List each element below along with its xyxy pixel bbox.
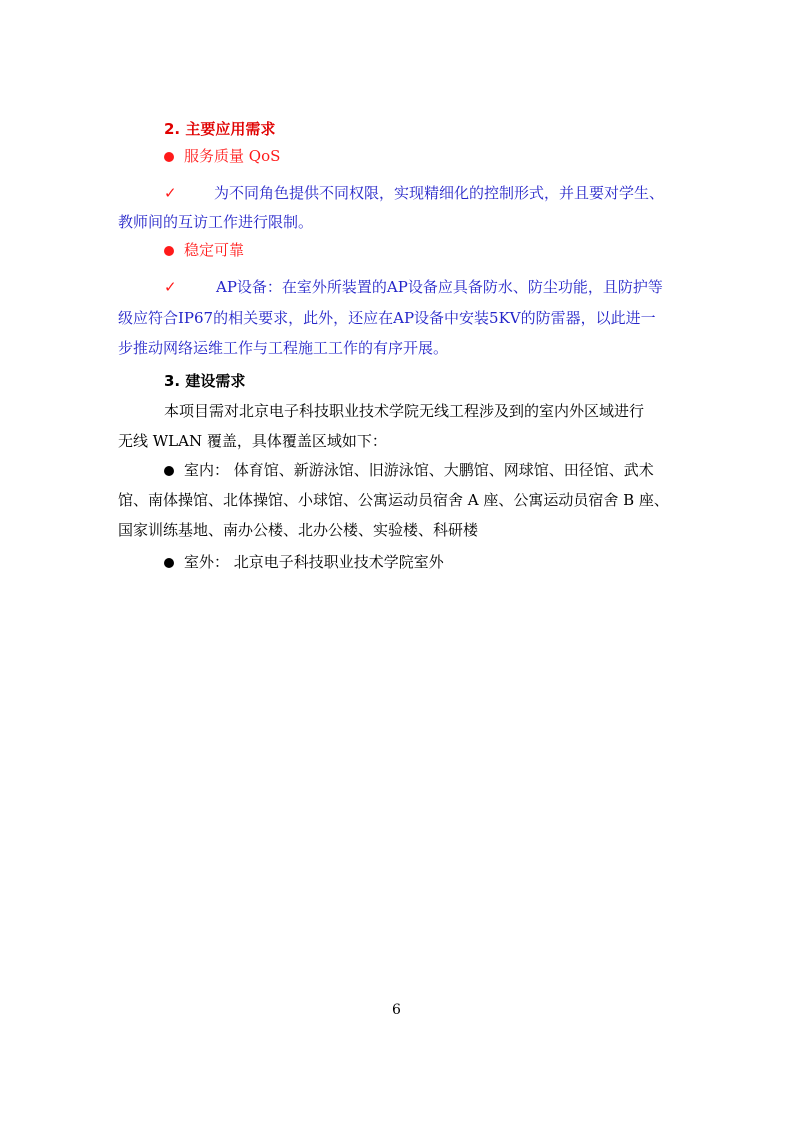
- bullet-label-qos: 服务质量 QoS: [184, 147, 281, 165]
- bullet-item-outdoor: [164, 552, 739, 572]
- bullet-dot-icon: [164, 558, 174, 568]
- bullet-dot-icon: [164, 466, 174, 476]
- bullet-label-stability: 稳定可靠: [184, 241, 245, 259]
- bullet-item-indoor: [164, 460, 739, 480]
- check-item-qos-line1: [164, 183, 739, 203]
- stability-text-line2: 级应符合IP67的相关要求，此外，还应在AP设备中安装5KV的防雷器，以此进一: [118, 309, 656, 327]
- checkmark-icon: ✓: [164, 278, 177, 296]
- qos-text-line2: 教师间的互访工作进行限制。: [118, 213, 314, 231]
- bullet-dot-icon: [164, 246, 174, 256]
- stability-text-line1: AP设备：在室外所装置的AP设备应具备防水、防尘功能，且防护等: [216, 278, 663, 296]
- bullet-dot-icon: [164, 152, 174, 162]
- checkmark-icon: ✓: [164, 184, 177, 202]
- stability-text-line3: 步推动网络运维工作与工程施工工作的有序开展。: [118, 339, 449, 357]
- bullet-item-qos: [164, 146, 739, 166]
- indoor-text-line2: 馆、南体操馆、北体操馆、小球馆、公寓运动员宿舍 A 座、公寓运动员宿舍 B 座、: [118, 491, 669, 509]
- section-3-heading: 3. 建设需求: [164, 372, 246, 390]
- section-2-heading: 2. 主要应用需求: [164, 120, 276, 138]
- outdoor-text-line1: 室外： 北京电子科技职业技术学院室外: [184, 553, 444, 571]
- check-item-stability-line1: [164, 277, 739, 297]
- qos-text-line1: 为不同角色提供不同权限，实现精细化的控制形式，并且要对学生、: [214, 184, 665, 202]
- section-3-intro-line1: 本项目需对北京电子科技职业技术学院无线工程涉及到的室内外区域进行: [164, 402, 645, 420]
- indoor-text-line1: 室内： 体育馆、新游泳馆、旧游泳馆、大鹏馆、网球馆、田径馆、武术: [184, 461, 654, 479]
- section-3-intro-line2: 无线 WLAN 覆盖，具体覆盖区域如下：: [118, 432, 387, 450]
- bullet-item-stability: [164, 240, 739, 260]
- indoor-text-line3: 国家训练基地、南办公楼、北办公楼、实验楼、科研楼: [118, 521, 479, 539]
- page-number: 6: [392, 1002, 401, 1018]
